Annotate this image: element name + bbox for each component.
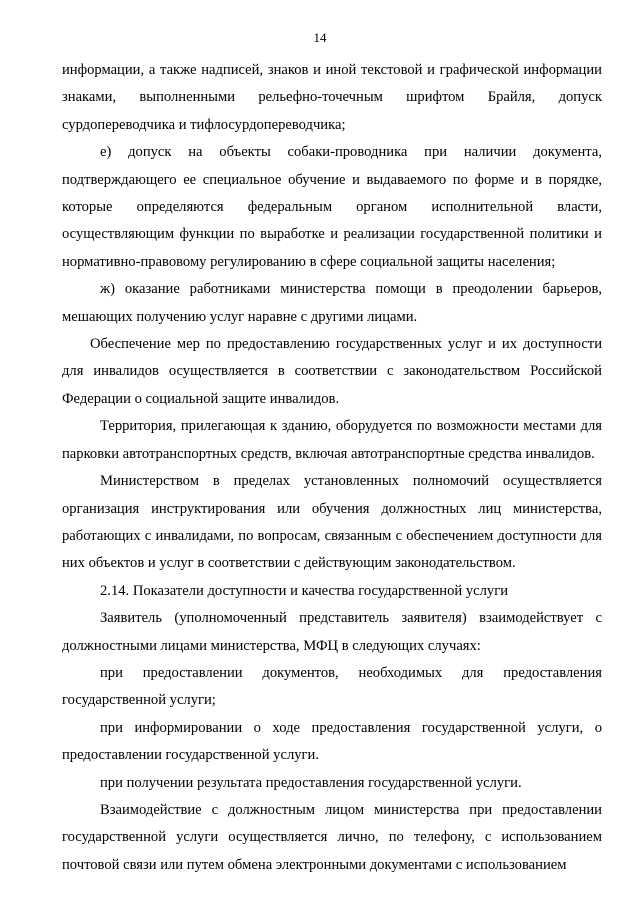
document-body bbox=[62, 57, 602, 879]
paragraph-applicant-interaction: Заявитель (уполномоченный представитель заявителя) взаимодействует с должностными лицами министерства, МФЦ в следующих случаях: bbox=[62, 610, 602, 654]
paragraph-braille-continuation: информации, а также надписей, знаков и иной текстовой и графической информации знаками, выполненными рельефно-точечным шрифтом Брайля, допуск сурдопереводчика и тифлосурдопереводчика; bbox=[62, 62, 602, 133]
paragraph-accessibility-measures: Обеспечение мер по предоставлению государственных услуг и их доступности для инвалидов осуществляется в соответствии с законодательством Российской Федерации о социальной защите инвалидов. bbox=[62, 336, 602, 407]
paragraph-staff-training: Министерством в пределах установленных полномочий осуществляется организация инструктирования или обучения должностных лиц министерства, работающих с инвалидами, по вопросам, связанным с обеспечением доступности для них объектов и услуг в соответствии с действующим законодательством. bbox=[62, 473, 602, 572]
paragraph-interaction-methods: Взаимодействие с должностным лицом министерства при предоставлении государственной услуги осуществляется лично, по телефону, с использованием почтовой связи или путем обмена электронными документами с использованием bbox=[62, 801, 602, 873]
paragraph-parking: Территория, прилегающая к зданию, оборудуется по возможности местами для парковки автотранспортных средств, включая автотранспортные средства инвалидов. bbox=[62, 418, 602, 462]
section-heading-2-14: 2.14. Показатели доступности и качества государственной услуги bbox=[100, 582, 509, 599]
paragraph-case-informing: при информировании о ходе предоставления государственной услуги, о предоставлении государственной услуги. bbox=[62, 719, 602, 764]
paragraph-case-documents: при предоставлении документов, необходимых для предоставления государственной услуги; bbox=[62, 664, 602, 709]
paragraph-item-e: е) допуск на объекты собаки-проводника при наличии документа, подтверждающего ее специальное обучение и выдаваемого по форме и в порядке, которые определяются федеральным органом исполнительной власти, осуществляющим функции по выработке и реализации государственной политики и нормативно-правовому регулированию в сфере социальной защиты населения; bbox=[62, 144, 602, 270]
paragraph-case-result: при получении результата предоставления государственной услуги. bbox=[100, 774, 522, 791]
page-number: 14 bbox=[313, 30, 327, 45]
paragraph-item-zh: ж) оказание работниками министерства помощи в преодолении барьеров, мешающих получению услуг наравне с другими лицами. bbox=[62, 281, 602, 325]
